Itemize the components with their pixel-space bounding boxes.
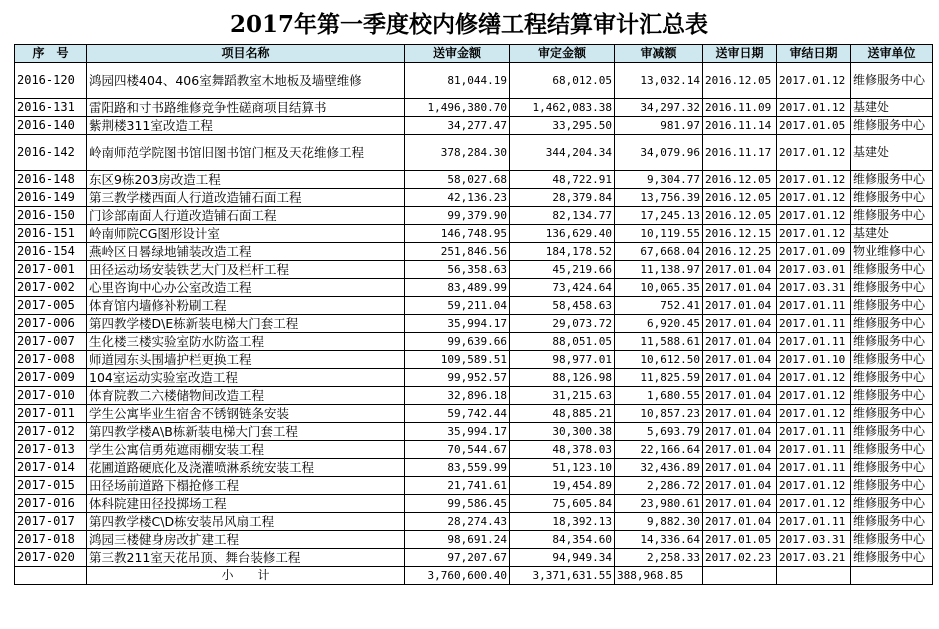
- serial-no-cell: 2017-011: [15, 405, 87, 423]
- table-row: [15, 495, 933, 513]
- submitted-amount-cell: 70,544.67: [405, 441, 510, 459]
- serial-no-cell: 2017-009: [15, 369, 87, 387]
- serial-no-cell: 2017-020: [15, 549, 87, 567]
- reduced-amount-cell: 2,286.72: [615, 477, 703, 495]
- subtotal-submitted: 3,760,600.40: [405, 567, 510, 585]
- submit-date-cell: 2016.11.09: [703, 99, 777, 117]
- submitted-amount-cell: 1,496,380.70: [405, 99, 510, 117]
- serial-no-cell: 2017-016: [15, 495, 87, 513]
- submitted-amount-cell: 98,691.24: [405, 531, 510, 549]
- submitted-amount-cell: 28,274.43: [405, 513, 510, 531]
- project-name-cell: 雷阳路和寸书路维修竞争性磋商项目结算书: [87, 99, 405, 117]
- project-name-cell: 田径场前道路下榻抢修工程: [87, 477, 405, 495]
- reduced-amount-cell: 11,588.61: [615, 333, 703, 351]
- reduced-amount-cell: 13,032.14: [615, 63, 703, 99]
- project-name-cell: 第四教学楼A\B栋新装电梯大门套工程: [87, 423, 405, 441]
- submitted-amount-cell: 35,994.17: [405, 315, 510, 333]
- submitting-unit-cell: 维修服务中心: [851, 279, 933, 297]
- project-name-cell: 鸿园四楼404、406室舞蹈教室木地板及墙壁维修: [87, 63, 405, 99]
- submit-date-cell: 2017.01.04: [703, 477, 777, 495]
- approved-amount-cell: 184,178.52: [510, 243, 615, 261]
- serial-no-cell: 2017-001: [15, 261, 87, 279]
- submitting-unit-cell: 维修服务中心: [851, 261, 933, 279]
- approved-amount-cell: 51,123.10: [510, 459, 615, 477]
- project-name-cell: 紫荆楼311室改造工程: [87, 117, 405, 135]
- project-name-cell: 生化楼三楼实验室防水防盗工程: [87, 333, 405, 351]
- approved-amount-cell: 344,204.34: [510, 135, 615, 171]
- submitted-amount-cell: 21,741.61: [405, 477, 510, 495]
- approved-amount-cell: 1,462,083.38: [510, 99, 615, 117]
- reduced-amount-cell: 14,336.64: [615, 531, 703, 549]
- close-date-cell: 2017.01.12: [777, 405, 851, 423]
- approved-amount-cell: 136,629.40: [510, 225, 615, 243]
- serial-no-cell: 2017-018: [15, 531, 87, 549]
- subtotal-empty-cell: [703, 567, 777, 585]
- project-name-cell: 体育院教二六楼储物间改造工程: [87, 387, 405, 405]
- header-submitting-unit: 送审单位: [851, 45, 933, 63]
- submit-date-cell: 2017.01.04: [703, 261, 777, 279]
- submit-date-cell: 2017.01.04: [703, 441, 777, 459]
- project-name-cell: 花圃道路硬底化及浇灌喷淋系统安装工程: [87, 459, 405, 477]
- submitted-amount-cell: 35,994.17: [405, 423, 510, 441]
- submit-date-cell: 2017.01.04: [703, 405, 777, 423]
- submitting-unit-cell: 维修服务中心: [851, 189, 933, 207]
- project-name-cell: 燕岭区日晷绿地铺装改造工程: [87, 243, 405, 261]
- table-row: [15, 459, 933, 477]
- close-date-cell: 2017.01.11: [777, 315, 851, 333]
- approved-amount-cell: 73,424.64: [510, 279, 615, 297]
- submitting-unit-cell: 维修服务中心: [851, 531, 933, 549]
- close-date-cell: 2017.01.12: [777, 387, 851, 405]
- submitted-amount-cell: 56,358.63: [405, 261, 510, 279]
- serial-no-cell: 2016-149: [15, 189, 87, 207]
- submitting-unit-cell: 维修服务中心: [851, 549, 933, 567]
- reduced-amount-cell: 23,980.61: [615, 495, 703, 513]
- serial-no-cell: 2017-017: [15, 513, 87, 531]
- submitted-amount-cell: 109,589.51: [405, 351, 510, 369]
- close-date-cell: 2017.01.12: [777, 207, 851, 225]
- reduced-amount-cell: 11,825.59: [615, 369, 703, 387]
- reduced-amount-cell: 2,258.33: [615, 549, 703, 567]
- table-row: [15, 387, 933, 405]
- table-row: [15, 63, 933, 99]
- serial-no-cell: 2017-007: [15, 333, 87, 351]
- close-date-cell: 2017.01.12: [777, 171, 851, 189]
- submitted-amount-cell: 83,489.99: [405, 279, 510, 297]
- approved-amount-cell: 88,051.05: [510, 333, 615, 351]
- submitting-unit-cell: 维修服务中心: [851, 117, 933, 135]
- submitting-unit-cell: 基建处: [851, 225, 933, 243]
- table-row: [15, 423, 933, 441]
- submit-date-cell: 2017.01.04: [703, 351, 777, 369]
- submitted-amount-cell: 146,748.95: [405, 225, 510, 243]
- project-name-cell: 学生公寓毕业生宿舍不锈钢链条安装: [87, 405, 405, 423]
- submitted-amount-cell: 97,207.67: [405, 549, 510, 567]
- submit-date-cell: 2016.12.05: [703, 63, 777, 99]
- serial-no-cell: 2017-010: [15, 387, 87, 405]
- close-date-cell: 2017.01.05: [777, 117, 851, 135]
- approved-amount-cell: 84,354.60: [510, 531, 615, 549]
- submit-date-cell: 2016.12.05: [703, 171, 777, 189]
- subtotal-blank-cell: [15, 567, 87, 585]
- project-name-cell: 第三教学楼西面人行道改造铺石面工程: [87, 189, 405, 207]
- table-row: [15, 117, 933, 135]
- submitting-unit-cell: 维修服务中心: [851, 423, 933, 441]
- approved-amount-cell: 88,126.98: [510, 369, 615, 387]
- close-date-cell: 2017.01.12: [777, 495, 851, 513]
- reduced-amount-cell: 67,668.04: [615, 243, 703, 261]
- submitted-amount-cell: 99,586.45: [405, 495, 510, 513]
- submitted-amount-cell: 378,284.30: [405, 135, 510, 171]
- serial-no-cell: 2016-148: [15, 171, 87, 189]
- serial-no-cell: 2017-014: [15, 459, 87, 477]
- header-project-name: 项目名称: [87, 45, 405, 63]
- project-name-cell: 心里咨询中心办公室改造工程: [87, 279, 405, 297]
- project-name-cell: 鸿园三楼健身房改扩建工程: [87, 531, 405, 549]
- reduced-amount-cell: 10,119.55: [615, 225, 703, 243]
- submitting-unit-cell: 维修服务中心: [851, 441, 933, 459]
- approved-amount-cell: 18,392.13: [510, 513, 615, 531]
- project-name-cell: 师道园东头围墙护栏更换工程: [87, 351, 405, 369]
- reduced-amount-cell: 9,304.77: [615, 171, 703, 189]
- header-close-date: 审结日期: [777, 45, 851, 63]
- submitting-unit-cell: 维修服务中心: [851, 63, 933, 99]
- reduced-amount-cell: 9,882.30: [615, 513, 703, 531]
- project-name-cell: 东区9栋203房改造工程: [87, 171, 405, 189]
- submitting-unit-cell: 维修服务中心: [851, 333, 933, 351]
- reduced-amount-cell: 6,920.45: [615, 315, 703, 333]
- subtotal-reduced: 388,968.85: [615, 567, 703, 585]
- reduced-amount-cell: 22,166.64: [615, 441, 703, 459]
- approved-amount-cell: 33,295.50: [510, 117, 615, 135]
- close-date-cell: 2017.01.12: [777, 477, 851, 495]
- approved-amount-cell: 48,378.03: [510, 441, 615, 459]
- submitted-amount-cell: 32,896.18: [405, 387, 510, 405]
- submitting-unit-cell: 物业维修中心: [851, 243, 933, 261]
- project-name-cell: 第四教学楼C\D栋安装吊风扇工程: [87, 513, 405, 531]
- serial-no-cell: 2016-120: [15, 63, 87, 99]
- reduced-amount-cell: 17,245.13: [615, 207, 703, 225]
- submitting-unit-cell: 维修服务中心: [851, 315, 933, 333]
- approved-amount-cell: 19,454.89: [510, 477, 615, 495]
- close-date-cell: 2017.03.01: [777, 261, 851, 279]
- submitting-unit-cell: 基建处: [851, 135, 933, 171]
- reduced-amount-cell: 752.41: [615, 297, 703, 315]
- table-row: [15, 369, 933, 387]
- submitting-unit-cell: 维修服务中心: [851, 405, 933, 423]
- submit-date-cell: 2017.01.04: [703, 333, 777, 351]
- submitting-unit-cell: 维修服务中心: [851, 171, 933, 189]
- subtotal-empty-cell: [851, 567, 933, 585]
- submitted-amount-cell: 59,211.04: [405, 297, 510, 315]
- reduced-amount-cell: 32,436.89: [615, 459, 703, 477]
- close-date-cell: 2017.01.12: [777, 369, 851, 387]
- approved-amount-cell: 30,300.38: [510, 423, 615, 441]
- table-row: [15, 99, 933, 117]
- submit-date-cell: 2017.02.23: [703, 549, 777, 567]
- table-row: [15, 549, 933, 567]
- submitted-amount-cell: 99,952.57: [405, 369, 510, 387]
- submit-date-cell: 2017.01.04: [703, 279, 777, 297]
- close-date-cell: 2017.03.31: [777, 279, 851, 297]
- reduced-amount-cell: 10,065.35: [615, 279, 703, 297]
- submit-date-cell: 2017.01.04: [703, 297, 777, 315]
- submit-date-cell: 2016.12.15: [703, 225, 777, 243]
- project-name-cell: 田径运动场安装铁艺大门及栏杆工程: [87, 261, 405, 279]
- close-date-cell: 2017.01.11: [777, 459, 851, 477]
- header-submitted-amount: 送审金额: [405, 45, 510, 63]
- serial-no-cell: 2016-131: [15, 99, 87, 117]
- submitting-unit-cell: 维修服务中心: [851, 297, 933, 315]
- subtotal-approved: 3,371,631.55: [510, 567, 615, 585]
- table-row: [15, 513, 933, 531]
- submit-date-cell: 2017.01.04: [703, 423, 777, 441]
- serial-no-cell: 2016-154: [15, 243, 87, 261]
- header-approved-amount: 审定金额: [510, 45, 615, 63]
- serial-no-cell: 2017-006: [15, 315, 87, 333]
- table-row: [15, 243, 933, 261]
- submitting-unit-cell: 维修服务中心: [851, 459, 933, 477]
- submitted-amount-cell: 99,639.66: [405, 333, 510, 351]
- table-row: [15, 171, 933, 189]
- approved-amount-cell: 58,458.63: [510, 297, 615, 315]
- close-date-cell: 2017.01.10: [777, 351, 851, 369]
- approved-amount-cell: 28,379.84: [510, 189, 615, 207]
- close-date-cell: 2017.03.21: [777, 549, 851, 567]
- reduced-amount-cell: 10,857.23: [615, 405, 703, 423]
- close-date-cell: 2017.01.11: [777, 333, 851, 351]
- serial-no-cell: 2016-151: [15, 225, 87, 243]
- table-row: [15, 207, 933, 225]
- submit-date-cell: 2017.01.04: [703, 387, 777, 405]
- submitting-unit-cell: 维修服务中心: [851, 477, 933, 495]
- subtotal-row: [15, 567, 933, 585]
- approved-amount-cell: 29,073.72: [510, 315, 615, 333]
- table-row: [15, 189, 933, 207]
- header-reduced-amount: 审减额: [615, 45, 703, 63]
- submit-date-cell: 2017.01.04: [703, 369, 777, 387]
- table-row: [15, 261, 933, 279]
- serial-no-cell: 2017-013: [15, 441, 87, 459]
- table-row: [15, 351, 933, 369]
- serial-no-cell: 2016-140: [15, 117, 87, 135]
- submit-date-cell: 2017.01.04: [703, 495, 777, 513]
- approved-amount-cell: 31,215.63: [510, 387, 615, 405]
- serial-no-cell: 2017-008: [15, 351, 87, 369]
- approved-amount-cell: 45,219.66: [510, 261, 615, 279]
- table-row: [15, 477, 933, 495]
- submitting-unit-cell: 维修服务中心: [851, 207, 933, 225]
- reduced-amount-cell: 11,138.97: [615, 261, 703, 279]
- table-row: [15, 333, 933, 351]
- submit-date-cell: 2016.12.05: [703, 189, 777, 207]
- project-name-cell: 体科院建田径投掷场工程: [87, 495, 405, 513]
- submitting-unit-cell: 维修服务中心: [851, 495, 933, 513]
- reduced-amount-cell: 34,079.96: [615, 135, 703, 171]
- serial-no-cell: 2017-002: [15, 279, 87, 297]
- project-name-cell: 第四教学楼D\E栋新装电梯大门套工程: [87, 315, 405, 333]
- close-date-cell: 2017.01.12: [777, 225, 851, 243]
- reduced-amount-cell: 1,680.55: [615, 387, 703, 405]
- submitted-amount-cell: 59,742.44: [405, 405, 510, 423]
- header-submit-date: 送审日期: [703, 45, 777, 63]
- subtotal-label: 小 计: [87, 567, 405, 585]
- table-row: [15, 441, 933, 459]
- project-name-cell: 第三教211室天花吊顶、舞台装修工程: [87, 549, 405, 567]
- table-row: [15, 315, 933, 333]
- project-name-cell: 学生公寓信勇苑遮雨棚安装工程: [87, 441, 405, 459]
- table-row: [15, 297, 933, 315]
- header-row: [15, 45, 933, 63]
- submitted-amount-cell: 42,136.23: [405, 189, 510, 207]
- submit-date-cell: 2016.12.25: [703, 243, 777, 261]
- submitted-amount-cell: 34,277.47: [405, 117, 510, 135]
- table-row: [15, 531, 933, 549]
- submitting-unit-cell: 维修服务中心: [851, 513, 933, 531]
- approved-amount-cell: 98,977.01: [510, 351, 615, 369]
- close-date-cell: 2017.01.11: [777, 297, 851, 315]
- audit-summary-table: [14, 44, 933, 585]
- submit-date-cell: 2017.01.04: [703, 315, 777, 333]
- close-date-cell: 2017.01.11: [777, 513, 851, 531]
- submitted-amount-cell: 251,846.56: [405, 243, 510, 261]
- approved-amount-cell: 48,885.21: [510, 405, 615, 423]
- approved-amount-cell: 75,605.84: [510, 495, 615, 513]
- serial-no-cell: 2017-015: [15, 477, 87, 495]
- submit-date-cell: 2017.01.04: [703, 459, 777, 477]
- submit-date-cell: 2016.11.14: [703, 117, 777, 135]
- serial-no-cell: 2017-012: [15, 423, 87, 441]
- reduced-amount-cell: 10,612.50: [615, 351, 703, 369]
- submitted-amount-cell: 83,559.99: [405, 459, 510, 477]
- serial-no-cell: 2016-142: [15, 135, 87, 171]
- close-date-cell: 2017.01.11: [777, 441, 851, 459]
- submitted-amount-cell: 81,044.19: [405, 63, 510, 99]
- submit-date-cell: 2017.01.04: [703, 513, 777, 531]
- close-date-cell: 2017.03.31: [777, 531, 851, 549]
- approved-amount-cell: 68,012.05: [510, 63, 615, 99]
- close-date-cell: 2017.01.12: [777, 63, 851, 99]
- submitting-unit-cell: 维修服务中心: [851, 351, 933, 369]
- reduced-amount-cell: 13,756.39: [615, 189, 703, 207]
- submit-date-cell: 2016.12.05: [703, 207, 777, 225]
- table-row: [15, 279, 933, 297]
- project-name-cell: 体育馆内墙修补粉刷工程: [87, 297, 405, 315]
- project-name-cell: 岭南师院CG图形设计室: [87, 225, 405, 243]
- submitting-unit-cell: 维修服务中心: [851, 369, 933, 387]
- approved-amount-cell: 82,134.77: [510, 207, 615, 225]
- project-name-cell: 岭南师范学院图书馆旧图书馆门框及天花维修工程: [87, 135, 405, 171]
- close-date-cell: 2017.01.12: [777, 189, 851, 207]
- submitting-unit-cell: 基建处: [851, 99, 933, 117]
- table-row: [15, 405, 933, 423]
- submitted-amount-cell: 99,379.90: [405, 207, 510, 225]
- project-name-cell: 104室运动实验室改造工程: [87, 369, 405, 387]
- serial-no-cell: 2016-150: [15, 207, 87, 225]
- sheet-title: 2017年第一季度校内修缮工程结算审计汇总表: [229, 10, 708, 38]
- submit-date-cell: 2017.01.05: [703, 531, 777, 549]
- reduced-amount-cell: 5,693.79: [615, 423, 703, 441]
- serial-no-cell: 2017-005: [15, 297, 87, 315]
- table-row: [15, 225, 933, 243]
- reduced-amount-cell: 981.97: [615, 117, 703, 135]
- close-date-cell: 2017.01.09: [777, 243, 851, 261]
- submitted-amount-cell: 58,027.68: [405, 171, 510, 189]
- header-serial-no: 序 号: [15, 45, 87, 63]
- close-date-cell: 2017.01.12: [777, 99, 851, 117]
- subtotal-empty-cell: [777, 567, 851, 585]
- close-date-cell: 2017.01.12: [777, 135, 851, 171]
- approved-amount-cell: 48,722.91: [510, 171, 615, 189]
- approved-amount-cell: 94,949.34: [510, 549, 615, 567]
- reduced-amount-cell: 34,297.32: [615, 99, 703, 117]
- table-row: [15, 135, 933, 171]
- submitting-unit-cell: 维修服务中心: [851, 387, 933, 405]
- submit-date-cell: 2016.11.17: [703, 135, 777, 171]
- close-date-cell: 2017.01.11: [777, 423, 851, 441]
- project-name-cell: 门诊部南面人行道改造铺石面工程: [87, 207, 405, 225]
